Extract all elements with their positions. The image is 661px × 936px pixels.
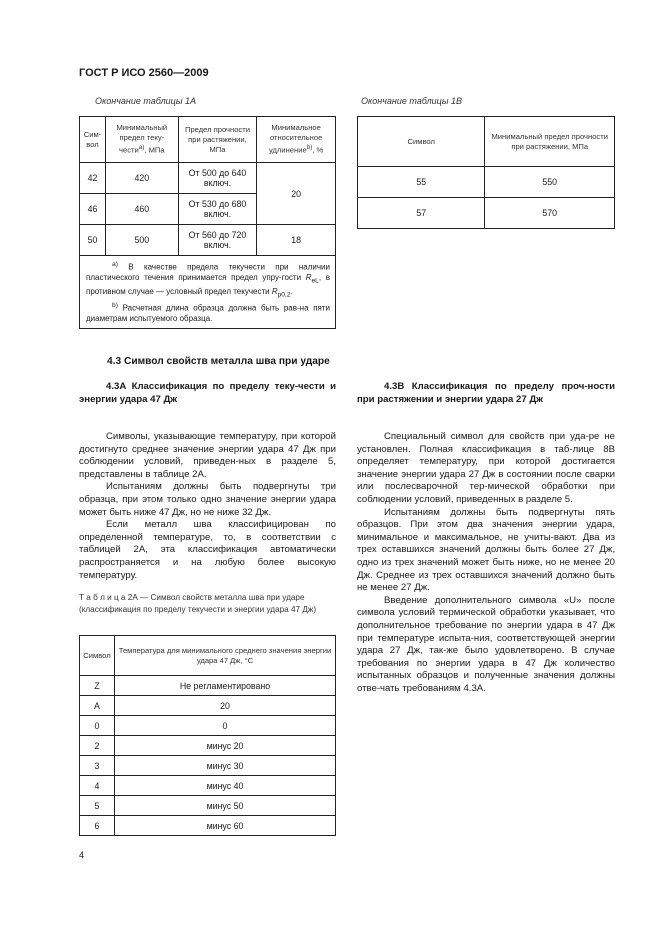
cell-tensile: От 530 до 680 включ. [178,194,257,225]
cell-tensile: От 560 до 720 включ. [178,225,257,256]
note-a: $^{a)}$ В качестве предела текучести при наличии пластического течения принимается предел упру-гости $R_{eL}$, в противном случае — условный предел текучести $R_{p0,2}$. [86,261,330,299]
right-column [357,380,615,695]
table-notes-row [80,256,336,329]
cell-elongation: 18 [257,225,336,256]
table-2a-caption: Т а б л и ц а 2А — Символ свойств металла шва при ударе (классификация по пределу текучести и энергии удара 47 Дж) [79,593,317,614]
header-tensile: Предел прочности при растяжении, МПа [178,117,257,163]
table-1a [79,116,336,329]
paragraph: Введение дополнительного символа «U» после символа условий термической обработки указывает, что дополнительное требование по энергии удара в 47 Дж при температуре испыта-ния, соответствующей энергии удара 27 Дж, так-же было удовлетворено. В случае требования по энергии удара в 47 Дж количество испытанных образцов и полученные значения должны отве-чать требованиям 4.3А. [357,594,615,694]
table-row [80,756,336,776]
table-header-row [80,117,336,163]
cell-symbol: 50 [80,225,106,256]
page-number: 4 [79,850,85,860]
table-row [358,198,615,229]
cell-symbol: 55 [358,167,485,198]
table-header-row [80,636,336,676]
cell-temperature: минус 40 [114,776,335,796]
table-notes [80,256,336,329]
cell-temperature: 0 [114,716,335,736]
table-row [80,796,336,816]
cell-symbol: 0 [80,716,115,736]
cell-symbol: Z [80,676,115,696]
paragraph: Испытаниям должны быть подвергнуты пять образцов. При этом два значения энергии удара, минимальное и максимальное, не учиты-вают. Два из трех оставшихся значений должны быть более 27 Дж, одно из трех значений может быть ниже, но не менее 20 Дж. Среднее из трех оставшихся значений должно быть не менее 27 Дж. [357,506,615,594]
cell-elongation-merged: 20 [257,163,336,225]
cell-temperature: минус 60 [114,816,335,836]
cell-yield: 460 [105,194,178,225]
table-row [80,676,336,696]
cell-symbol: 46 [80,194,106,225]
note-b: $^{b)}$ Расчетная длина образца должна быть рав-на пяти диаметрам испытуемого образца. [86,301,330,323]
cell-tensile: 550 [485,167,615,198]
table-row [80,716,336,736]
cell-symbol: 6 [80,816,115,836]
cell-tensile: От 500 до 640 включ. [178,163,257,194]
table-header-row [358,117,615,167]
cell-symbol: 4 [80,776,115,796]
cell-temperature: 20 [114,696,335,716]
paragraph: Испытаниям должны быть подвергнуты три образца, при этом только одно значение энергии удара может быть ниже 47 Дж, но не ниже 32 Дж. [79,481,336,518]
cell-temperature: минус 20 [114,736,335,756]
table-2a [79,635,336,836]
header-tensile: Минимальный предел прочности при растяжении, МПа [485,117,615,167]
paragraph: Специальный символ для свойств при уда-ре не установлен. Полная классификация в таб-лице 8В определяет температуру, при которой достигается значение энергии удара 27 Дж в состоянии после сварки или послесварочной тер-мической обработки при соблюдении условий, приведенных в разделе 5. [357,431,615,505]
cell-temperature: Не регламентировано [114,676,335,696]
cell-tensile: 570 [485,198,615,229]
table-1b [357,116,615,229]
cell-symbol: A [80,696,115,716]
cell-yield: 500 [105,225,178,256]
section-4-3-title: 4.3 Символ свойств металла шва при ударе [107,356,330,367]
section-4-3b-heading: 4.3В Классификация по пределу проч-ности при растяжении и энергии удара 27 Дж [357,381,615,405]
table-row [358,167,615,198]
table-row [80,816,336,836]
cell-symbol: 3 [80,756,115,776]
section-4-3a-heading: 4.3А Классификация по пределу теку-чести и энергии удара 47 Дж [79,381,336,405]
document-header: ГОСТ Р ИСО 2560—2009 [79,67,209,79]
cell-symbol: 42 [80,163,106,194]
header-symbol: Символ [358,117,485,167]
header-symbol: Символ [80,636,115,676]
header-temperature: Температура для минимального среднего значения энергии удара 47 Дж, °С [114,636,335,676]
table-row [80,696,336,716]
cell-symbol: 57 [358,198,485,229]
cell-symbol: 2 [80,736,115,756]
paragraph: Если металл шва классифицирован по определенной температуре, то, в соответствии с таблицей 2А, эта классификация автоматически распространяется и на любую более высокую температуру. [79,519,336,581]
cell-temperature: минус 50 [114,796,335,816]
cell-temperature: минус 30 [114,756,335,776]
cell-symbol: 5 [80,796,115,816]
paragraph: Символы, указывающие температуру, при которой достигнуто среднее значение энергии удара 47 Дж при соблюдении условий, приведен-ных в разделе 5, представлены в таблице 2А. [79,431,336,480]
table-1b-caption: Окончание таблицы 1В [361,96,462,106]
cell-yield: 420 [105,163,178,194]
table-1a-caption: Окончание таблицы 1А [95,96,196,106]
header-elongation: Минимальное относительное удлинение$^{b)}$, % [257,117,336,163]
header-symbol: Сим-вол [80,117,106,163]
table-row [80,163,336,194]
table-row [80,736,336,756]
table-row [80,225,336,256]
header-yield: Минимальный предел теку-чести$^{a)}$, МПа [105,117,178,163]
table-row [80,776,336,796]
left-column [79,380,336,582]
